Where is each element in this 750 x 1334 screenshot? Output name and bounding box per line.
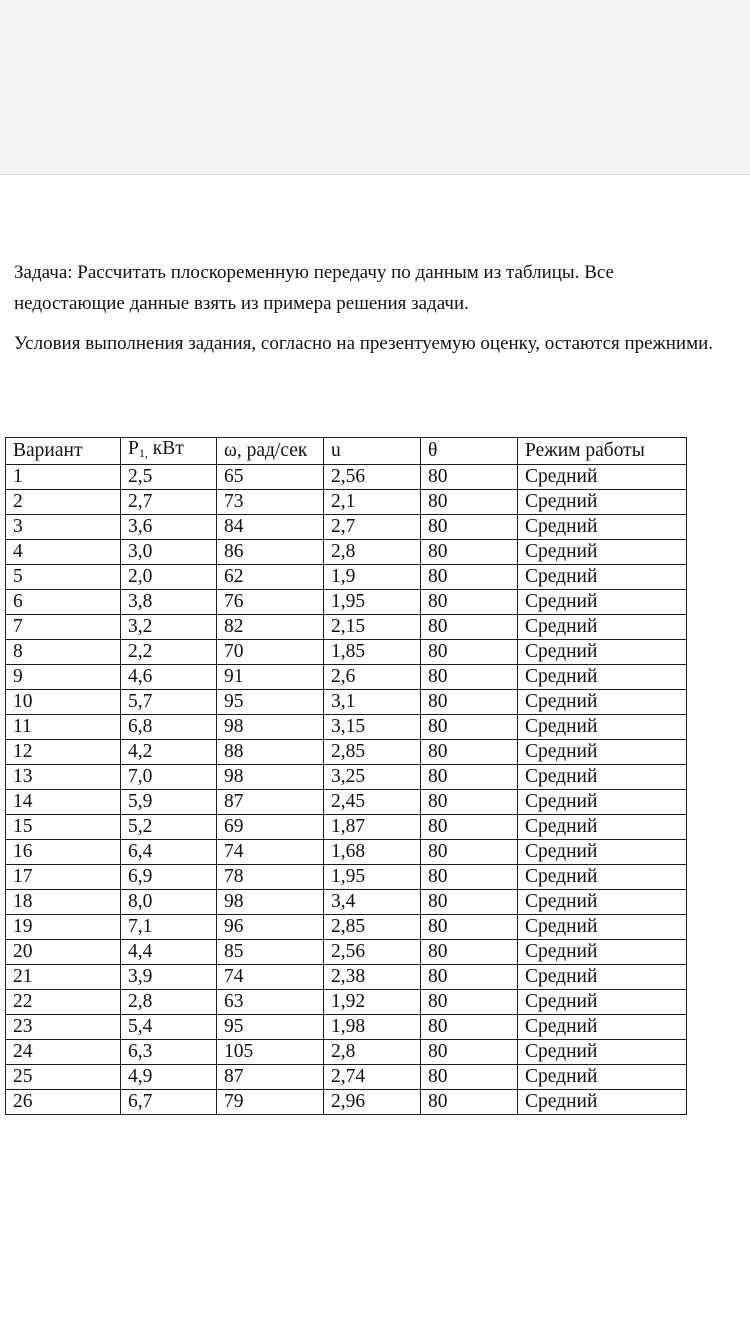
cell-omega: 65 (217, 465, 324, 490)
cell-u: 2,8 (324, 1040, 421, 1065)
cell-mode: Средний (518, 840, 687, 865)
cell-variant: 18 (6, 890, 121, 915)
table-row (6, 840, 687, 865)
table-row (6, 640, 687, 665)
cell-mode: Средний (518, 715, 687, 740)
table-row (6, 715, 687, 740)
cell-power: 2,7 (121, 490, 217, 515)
table-row (6, 990, 687, 1015)
table-row (6, 890, 687, 915)
cell-omega: 73 (217, 490, 324, 515)
cell-variant: 23 (6, 1015, 121, 1040)
conditions-paragraph: Условия выполнения задания, согласно на презентуемую оценку, остаются прежними. (14, 333, 714, 354)
cell-omega: 91 (217, 665, 324, 690)
cell-theta: 80 (421, 515, 518, 540)
cell-mode: Средний (518, 665, 687, 690)
cell-power: 2,8 (121, 990, 217, 1015)
top-bar (0, 0, 750, 175)
cell-u: 1,85 (324, 640, 421, 665)
cell-omega: 87 (217, 1065, 324, 1090)
document-page (0, 175, 750, 1334)
cell-power: 6,7 (121, 1090, 217, 1115)
cell-omega: 98 (217, 715, 324, 740)
cell-theta: 80 (421, 640, 518, 665)
cell-u: 1,87 (324, 815, 421, 840)
cell-variant: 9 (6, 665, 121, 690)
cell-variant: 4 (6, 540, 121, 565)
cell-variant: 19 (6, 915, 121, 940)
cell-u: 3,1 (324, 690, 421, 715)
cell-power: 4,4 (121, 940, 217, 965)
table-row (6, 765, 687, 790)
cell-omega: 62 (217, 565, 324, 590)
table-row (6, 690, 687, 715)
table-header-row (6, 438, 687, 465)
cell-u: 2,56 (324, 940, 421, 965)
cell-mode: Средний (518, 1065, 687, 1090)
cell-variant: 25 (6, 1065, 121, 1090)
cell-u: 3,4 (324, 890, 421, 915)
cell-u: 2,7 (324, 515, 421, 540)
table-row (6, 490, 687, 515)
cell-theta: 80 (421, 765, 518, 790)
cell-omega: 74 (217, 840, 324, 865)
cell-power: 4,9 (121, 1065, 217, 1090)
cell-power: 3,8 (121, 590, 217, 615)
cell-power: 2,2 (121, 640, 217, 665)
cell-variant: 6 (6, 590, 121, 615)
cell-theta: 80 (421, 565, 518, 590)
cell-mode: Средний (518, 590, 687, 615)
cell-u: 2,74 (324, 1065, 421, 1090)
cell-mode: Средний (518, 790, 687, 815)
cell-variant: 3 (6, 515, 121, 540)
cell-u: 2,1 (324, 490, 421, 515)
table-row (6, 615, 687, 640)
table-row (6, 1065, 687, 1090)
cell-variant: 20 (6, 940, 121, 965)
table-row (6, 815, 687, 840)
table-row (6, 1040, 687, 1065)
cell-mode: Средний (518, 890, 687, 915)
cell-u: 3,15 (324, 715, 421, 740)
cell-theta: 80 (421, 615, 518, 640)
cell-omega: 78 (217, 865, 324, 890)
cell-mode: Средний (518, 540, 687, 565)
cell-variant: 16 (6, 840, 121, 865)
cell-power: 3,6 (121, 515, 217, 540)
cell-omega: 86 (217, 540, 324, 565)
cell-theta: 80 (421, 740, 518, 765)
cell-variant: 12 (6, 740, 121, 765)
cell-omega: 105 (217, 1040, 324, 1065)
cell-power: 5,9 (121, 790, 217, 815)
cell-u: 2,85 (324, 740, 421, 765)
header-mode: Режим работы (518, 438, 687, 465)
cell-u: 1,95 (324, 590, 421, 615)
cell-omega: 95 (217, 690, 324, 715)
cell-mode: Средний (518, 915, 687, 940)
cell-variant: 8 (6, 640, 121, 665)
cell-power: 7,0 (121, 765, 217, 790)
cell-u: 1,92 (324, 990, 421, 1015)
cell-variant: 14 (6, 790, 121, 815)
cell-omega: 84 (217, 515, 324, 540)
cell-u: 2,15 (324, 615, 421, 640)
header-power (121, 438, 217, 465)
table-row (6, 865, 687, 890)
cell-u: 2,56 (324, 465, 421, 490)
cell-u: 2,6 (324, 665, 421, 690)
cell-variant: 24 (6, 1040, 121, 1065)
cell-theta: 80 (421, 790, 518, 815)
cell-u: 2,8 (324, 540, 421, 565)
cell-u: 1,95 (324, 865, 421, 890)
cell-omega: 87 (217, 790, 324, 815)
cell-theta: 80 (421, 490, 518, 515)
table-row (6, 940, 687, 965)
cell-u: 3,25 (324, 765, 421, 790)
cell-mode: Средний (518, 465, 687, 490)
cell-mode: Средний (518, 765, 687, 790)
cell-variant: 2 (6, 490, 121, 515)
cell-theta: 80 (421, 1040, 518, 1065)
cell-mode: Средний (518, 1090, 687, 1115)
cell-variant: 15 (6, 815, 121, 840)
cell-u: 2,85 (324, 915, 421, 940)
cell-omega: 69 (217, 815, 324, 840)
cell-omega: 76 (217, 590, 324, 615)
cell-omega: 63 (217, 990, 324, 1015)
cell-power: 3,2 (121, 615, 217, 640)
cell-theta: 80 (421, 590, 518, 615)
cell-mode: Средний (518, 1040, 687, 1065)
cell-mode: Средний (518, 940, 687, 965)
cell-power: 6,8 (121, 715, 217, 740)
header-power-subscript: 1, (138, 446, 148, 460)
table-row (6, 540, 687, 565)
cell-theta: 80 (421, 690, 518, 715)
cell-u: 1,98 (324, 1015, 421, 1040)
cell-theta: 80 (421, 990, 518, 1015)
cell-u: 2,45 (324, 790, 421, 815)
table-row (6, 965, 687, 990)
table-row (6, 515, 687, 540)
cell-theta: 80 (421, 465, 518, 490)
cell-variant: 26 (6, 1090, 121, 1115)
data-table (5, 437, 687, 1115)
table-row (6, 1015, 687, 1040)
cell-variant: 21 (6, 965, 121, 990)
cell-power: 6,4 (121, 840, 217, 865)
cell-u: 2,38 (324, 965, 421, 990)
task-paragraph: Задача: Рассчитать плоскоременную передачу по данным из таблицы. Все недостающие данные взять из примера решения задачи. (14, 262, 614, 314)
cell-theta: 80 (421, 665, 518, 690)
cell-omega: 96 (217, 915, 324, 940)
cell-omega: 95 (217, 1015, 324, 1040)
cell-mode: Средний (518, 690, 687, 715)
cell-omega: 74 (217, 965, 324, 990)
cell-mode: Средний (518, 965, 687, 990)
cell-mode: Средний (518, 990, 687, 1015)
cell-theta: 80 (421, 715, 518, 740)
cell-omega: 79 (217, 1090, 324, 1115)
cell-power: 5,4 (121, 1015, 217, 1040)
cell-power: 5,2 (121, 815, 217, 840)
cell-variant: 11 (6, 715, 121, 740)
cell-mode: Средний (518, 640, 687, 665)
cell-omega: 88 (217, 740, 324, 765)
cell-variant: 1 (6, 465, 121, 490)
cell-mode: Средний (518, 740, 687, 765)
cell-variant: 10 (6, 690, 121, 715)
cell-theta: 80 (421, 965, 518, 990)
cell-mode: Средний (518, 815, 687, 840)
cell-theta: 80 (421, 840, 518, 865)
table-row (6, 665, 687, 690)
cell-power: 4,6 (121, 665, 217, 690)
cell-mode: Средний (518, 515, 687, 540)
cell-power: 2,5 (121, 465, 217, 490)
cell-omega: 98 (217, 890, 324, 915)
cell-mode: Средний (518, 565, 687, 590)
table-row (6, 740, 687, 765)
cell-power: 5,7 (121, 690, 217, 715)
cell-omega: 98 (217, 765, 324, 790)
cell-mode: Средний (518, 865, 687, 890)
cell-power: 3,0 (121, 540, 217, 565)
cell-omega: 85 (217, 940, 324, 965)
cell-power: 6,9 (121, 865, 217, 890)
cell-variant: 13 (6, 765, 121, 790)
cell-theta: 80 (421, 1015, 518, 1040)
header-power-symbol: P (128, 438, 139, 459)
cell-power: 8,0 (121, 890, 217, 915)
cell-u: 2,96 (324, 1090, 421, 1115)
table-row (6, 590, 687, 615)
header-variant: Вариант (6, 438, 121, 465)
cell-power: 7,1 (121, 915, 217, 940)
header-power-unit: кВт (147, 438, 184, 459)
cell-omega: 70 (217, 640, 324, 665)
cell-theta: 80 (421, 915, 518, 940)
cell-power: 6,3 (121, 1040, 217, 1065)
cell-theta: 80 (421, 1090, 518, 1115)
table-row (6, 465, 687, 490)
cell-theta: 80 (421, 865, 518, 890)
cell-power: 4,2 (121, 740, 217, 765)
cell-mode: Средний (518, 1015, 687, 1040)
table-row (6, 1090, 687, 1115)
cell-theta: 80 (421, 815, 518, 840)
cell-omega: 82 (217, 615, 324, 640)
table-body (6, 465, 687, 1115)
table-row (6, 790, 687, 815)
cell-mode: Средний (518, 490, 687, 515)
cell-theta: 80 (421, 940, 518, 965)
header-omega: ω, рад/сек (217, 438, 324, 465)
table-row (6, 565, 687, 590)
header-u: u (324, 438, 421, 465)
cell-variant: 5 (6, 565, 121, 590)
cell-theta: 80 (421, 540, 518, 565)
table-row (6, 915, 687, 940)
header-theta: θ (421, 438, 518, 465)
cell-u: 1,9 (324, 565, 421, 590)
cell-variant: 17 (6, 865, 121, 890)
cell-variant: 7 (6, 615, 121, 640)
cell-mode: Средний (518, 615, 687, 640)
cell-variant: 22 (6, 990, 121, 1015)
cell-power: 3,9 (121, 965, 217, 990)
cell-theta: 80 (421, 1065, 518, 1090)
cell-u: 1,68 (324, 840, 421, 865)
cell-theta: 80 (421, 890, 518, 915)
cell-power: 2,0 (121, 565, 217, 590)
